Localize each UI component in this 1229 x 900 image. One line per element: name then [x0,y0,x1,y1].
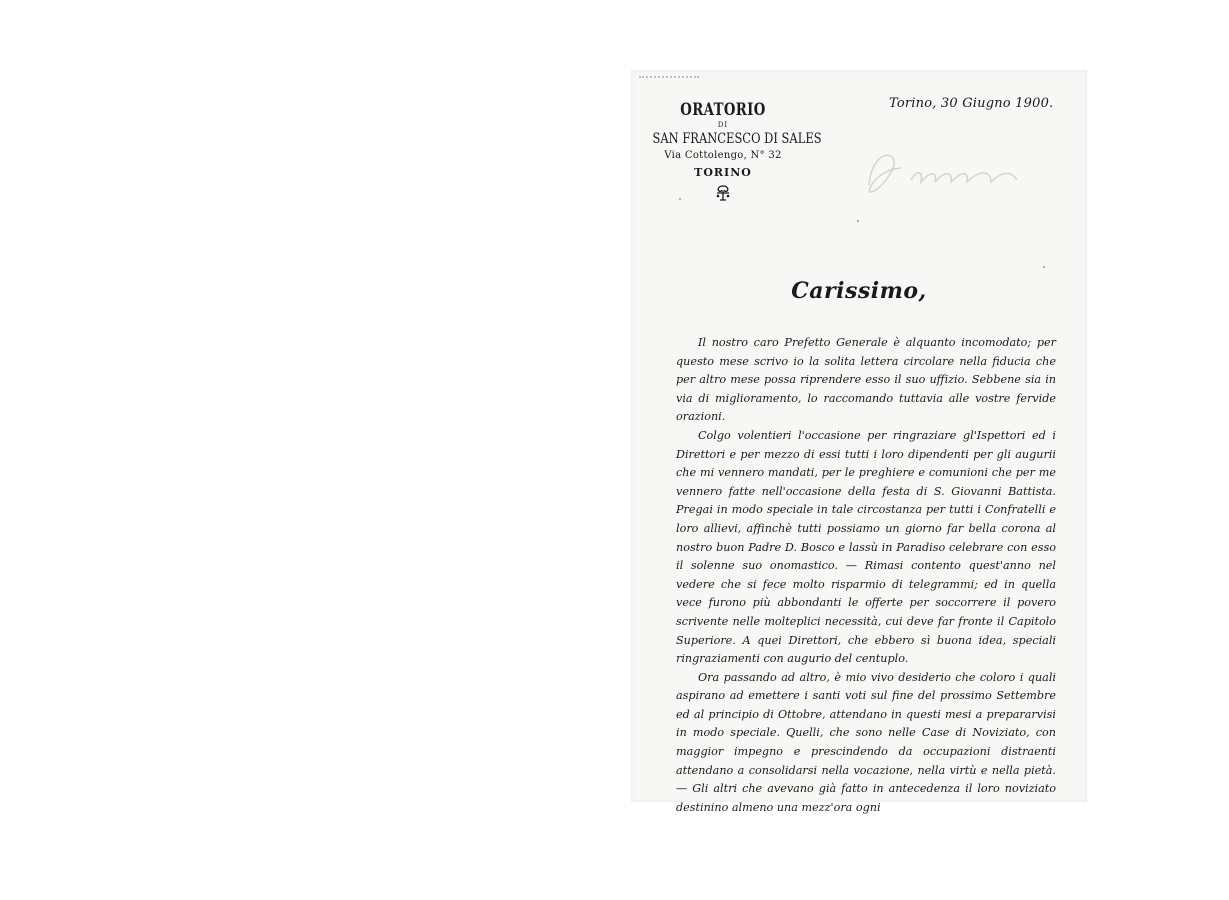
faint-signature-mark [841,140,1041,210]
scanned-letter-page [631,70,1087,814]
letterhead-subtitle: SAN FRANCESCO DI SALES [652,131,822,147]
letter-salutation: Carissimo, [791,278,927,304]
letterhead [637,100,822,202]
letterhead-name: ORATORIO [680,100,766,120]
letter-paragraph: Ora passando ad altro, è mio vivo desiderio che coloro i quali aspirano ad emettere i santi voti sul fine del prossimo Settembre ed al principio di Ottobre, attendano in questi mesi a prepararvisi in modo speciale. Quelli, che sono nelle Case di Noviziato, con maggior impegno e prescindendo da occupazioni distraenti attendano a consolidarsi nella vocazione, nella virtù e nella pietà. — Gli altri che avevano già fatto in antecedenza il loro noviziato destinino almeno una mezz'ora ogni [676,670,1056,814]
letter-paragraph: Colgo volentieri l'occasione per ringraziare gl'Ispettori ed i Direttori e per mezzo di essi tutti i loro dipendenti per gli augurii che mi vennero mandati, per le preghiere e comunioni che per me vennero fatte nell'occasione della festa di S. Giovanni Battista. Pregai in modo speciale in tale circostanza per tutti i Confratelli e loro allievi, affinchè tutti possiamo un giorno far bella corona al nostro buon Padre D. Bosco e lassù in Paradiso celebrare con esso il solenne suo onomastico. — Rimasi contento quest'anno nel vedere che si fece molto risparmio di telegrammi; ed in quella vece furono più abbondanti le offerte per soccorrere il povero scrivente nelle molteplici necessità, cui deve far fronte il Capitolo Superiore. A quei Direttori, che ebbero sì buona idea, speciali ringraziamenti con augurio del centuplo. [676,428,1056,666]
paper-speck [857,220,859,222]
letterhead-address: Via Cottolengo, N° 32 [664,150,782,161]
letter-body [676,334,1056,817]
fleuron-icon [713,184,733,202]
letter-date: Torino, 30 Giugno 1900. [889,96,1054,111]
letterhead-di: DI [717,121,729,129]
letterhead-city: TORINO [694,166,752,179]
paper-speck [1043,266,1045,268]
letter-paragraph: Il nostro caro Prefetto Generale è alquanto incomodato; per questo mese scrivo io la solita lettera circolare nella fiducia che per altro mese possa riprendere esso il suo uffizio. Sebbene sia in via di miglioramento, lo raccomando tuttavia alle vostre fervide orazioni. [676,336,1056,424]
paper-speck [679,198,681,200]
page-edge-smudge [639,70,699,78]
